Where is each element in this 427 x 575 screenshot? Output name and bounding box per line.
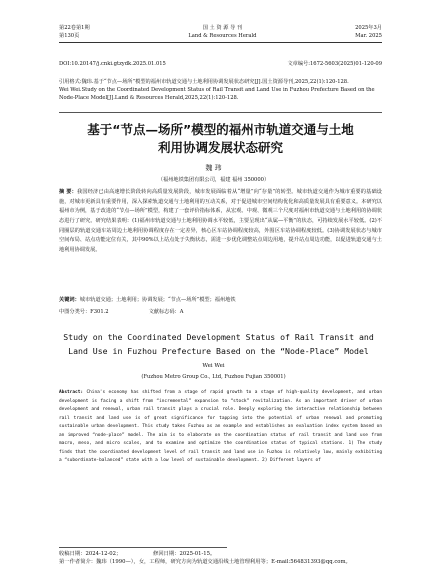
- journal-name-en: Land & Resources Herald: [188, 33, 257, 40]
- journal-name-zh: 国 土 资 源 导 刊: [202, 25, 243, 31]
- title-zh-line-2: 利用协调发展状态研究: [157, 140, 283, 156]
- running-header: [59, 24, 382, 40]
- header-rule: [59, 42, 382, 43]
- keywords-zh-text: 城市轨道交通；土地利用；协调发展；“节点—场所”模型；福州地铁: [79, 297, 236, 303]
- author-en: Wei Wei: [202, 363, 225, 369]
- issue-date-en: Mar. 2025: [355, 33, 382, 40]
- article-meta: [59, 60, 382, 68]
- citation-block: [59, 78, 382, 102]
- affiliation-zh: （福州地铁集团有限公司，福建 福州 350000）: [157, 177, 270, 183]
- abstract-en-text: China's economy has shifted from a stage of rapid growth to a stage of high-quality development, and urban development is facing a shift from “incremental” expansion to “stock” revitalization. As an important driver of urban development and renewal, urban rail transit plays a crucial role. Deeply exploring the interactive relationship between rail transit and land use is of great significance for tapping into the potential of urban renewal and promoting sustainable urban development. This study takes Fuzhou as an example and establishes an evaluation index system based on an improved “node-place” model. The aim is to elaborate on the coordination status of rail transit and land use from macro, meso, and micro scales, and to examine and optimize the coordination status of typical stations. 1) The study finds that the coordinated development level of rail transit and land use in Fuzhou is relatively low, mainly exhibiting a “subordinate-balanced” state with a low level of sustainable development. 2) Different layers of: [59, 390, 382, 464]
- title-zh: [59, 121, 382, 157]
- keywords-zh-label: 关键词：: [59, 297, 80, 303]
- author-bio: 第一作者简介：魏玮（1990—），女，工程师，研究方向为轨道交通沿线土地管理利用等；E-mail:564831393@qq.com。: [59, 559, 351, 566]
- keywords-zh: [59, 296, 382, 304]
- page-number: 第130页: [59, 33, 80, 40]
- clc-number: 中图分类号：F301.2: [59, 309, 109, 315]
- author-zh: 魏 玮: [205, 164, 222, 172]
- title-en-line-2: Land Use in Fuzhou Prefecture Based on the “Node-Place” Model: [68, 346, 369, 357]
- abstract-en: [59, 389, 382, 466]
- issue-date-zh: 2025年3月: [355, 25, 382, 31]
- classification-zh: [59, 308, 382, 316]
- article-number: 文章编号:1672-5603(2025)01-120-09: [287, 61, 382, 67]
- footnote: [59, 550, 382, 566]
- volume-issue: 第22卷第1期: [59, 25, 90, 31]
- abstract-zh-text: 我国经济已由高速增长阶段转向高质量发展阶段，城市发展面临着从“增量”向“存量”的转型。城市轨道交通作为城市重要的基础设施，对城市更新具有重要作用，深入探索轨道交通与土地利用的互动关系，对于促进城市空间结构优化和高质量发展具有重要意义。本研究以福州市为例，基于改进的“节点—场所”模型，构建了一套评价指标体系，从宏观、中观、微观三个尺度对福州市轨道交通与土地利用的协调状态进行了研究。研究结果表明：(1)福州市轨道交通与土地利用协调水平较低，主要呈现出“从属—平衡”的状态，可持续发展水平较低。(2)不同圈层的轨道交通车站周边土地利用协调程度存在一定差异，核心区车站协调程度较高，外围区车站协调程度较低。(3)协调发展状态与城市空间布局、站点功能定位有关，其中90%以上站点处于失衡状态，需进一步优化调整站点周边用地，提升站点周边功能，以促进轨道交通与土地利用协调发展。: [59, 189, 382, 253]
- title-en-line-1: Study on the Coordinated Development Status of Rail Transit and: [63, 332, 374, 342]
- meta-rule: [59, 112, 382, 113]
- revised-date: 修回日期：2025-01-15。: [153, 551, 216, 557]
- citation-en: Wei Wei.Study on the Coordinated Development Status of Rail Transit and Land Use in Fuzhou Prefecture Based on the Node-Place Model[J].Land & Resources Herald,2025,22(1):120-128.: [59, 87, 375, 102]
- abstract-zh: [59, 188, 382, 255]
- title-en: [50, 330, 387, 359]
- received-date: 收稿日期：2024-12-02；: [59, 551, 122, 557]
- title-zh-line-1: 基于“节点—场所”模型的福州市轨道交通与土地: [87, 122, 354, 137]
- affiliation-en: (Fuzhou Metro Group Co., Ltd, Fuzhou Fujian 350001): [141, 374, 286, 380]
- abstract-en-label: Abstract:: [59, 390, 84, 395]
- footnote-rule: [59, 547, 227, 548]
- citation-zh: 引用格式:魏玮.基于“节点—场所”模型的福州市轨道交通与土地利用协调发展状态研究[J].国土资源导刊,2025,22(1):120-128.: [59, 79, 349, 85]
- doi[interactable]: DOI:10.20147/j.cnki.gtzydk.2025.01.015: [59, 61, 166, 67]
- abstract-zh-label: 摘 要：: [59, 189, 77, 195]
- document-code: 文献标志码：A: [148, 309, 184, 315]
